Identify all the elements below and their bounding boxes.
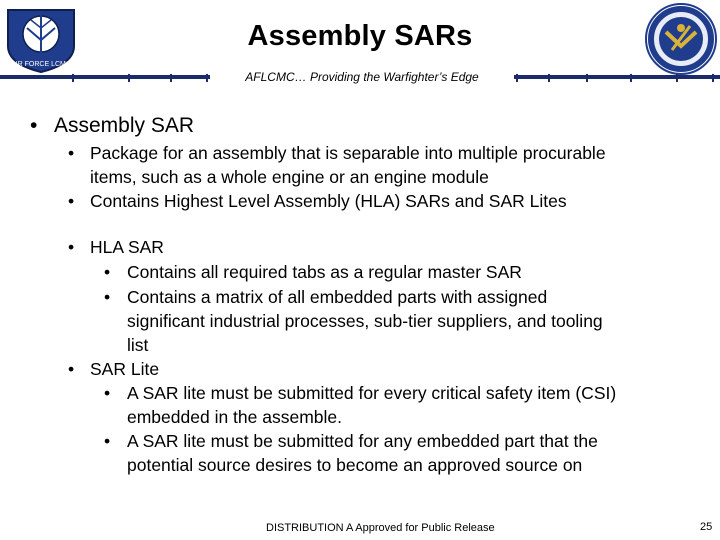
bullet-marker: •: [68, 237, 75, 257]
slide-title: Assembly SARs: [247, 20, 473, 52]
bullet-package-line1: Package for an assembly that is separable into multiple procurable: [90, 143, 606, 163]
bullet-hla-sar: HLA SAR: [90, 237, 164, 257]
bullet-marker: •: [68, 191, 75, 211]
tagline: AFLCMC… Providing the Warfighter’s Edge: [210, 68, 514, 86]
bullet-marker: •: [68, 143, 75, 163]
bullet-sar-lite: SAR Lite: [90, 359, 160, 379]
bullet-marker: •: [104, 383, 111, 403]
bullet-assembly-sar: Assembly SAR: [54, 114, 195, 137]
bullet-marker: •: [104, 287, 111, 307]
bullet-csi-line2: embedded in the assemble.: [127, 407, 342, 427]
bullet-marker: •: [30, 114, 38, 137]
bullet-package-line2: items, such as a whole engine or an engine module: [90, 167, 489, 187]
bullet-matrix-line1: Contains a matrix of all embedded parts with assigned: [127, 287, 548, 307]
bullet-marker: •: [104, 262, 111, 282]
bullet-marker: •: [68, 359, 75, 379]
logo-text: AIR FORCE LCMC: [11, 61, 71, 68]
acquisition-seal-icon: [644, 2, 718, 76]
bullet-matrix-line3: list: [127, 335, 149, 355]
bullet-embedded-line1: A SAR lite must be submitted for any embedded part that the: [127, 431, 598, 451]
distribution-footer: DISTRIBUTION A Approved for Public Release: [266, 522, 495, 534]
bullet-marker: •: [104, 431, 111, 451]
page-number: 25: [700, 521, 713, 533]
bullet-required-tabs: Contains all required tabs as a regular master SAR: [127, 262, 522, 282]
bullet-embedded-line2: potential source desires to become an approved source on: [127, 455, 583, 475]
bullet-contains-hla: Contains Highest Level Assembly (HLA) SARs and SAR Lites: [90, 191, 567, 211]
bullet-matrix-line2: significant industrial processes, sub-tier suppliers, and tooling: [127, 311, 603, 331]
bullet-csi-line1: A SAR lite must be submitted for every critical safety item (CSI): [127, 383, 617, 403]
